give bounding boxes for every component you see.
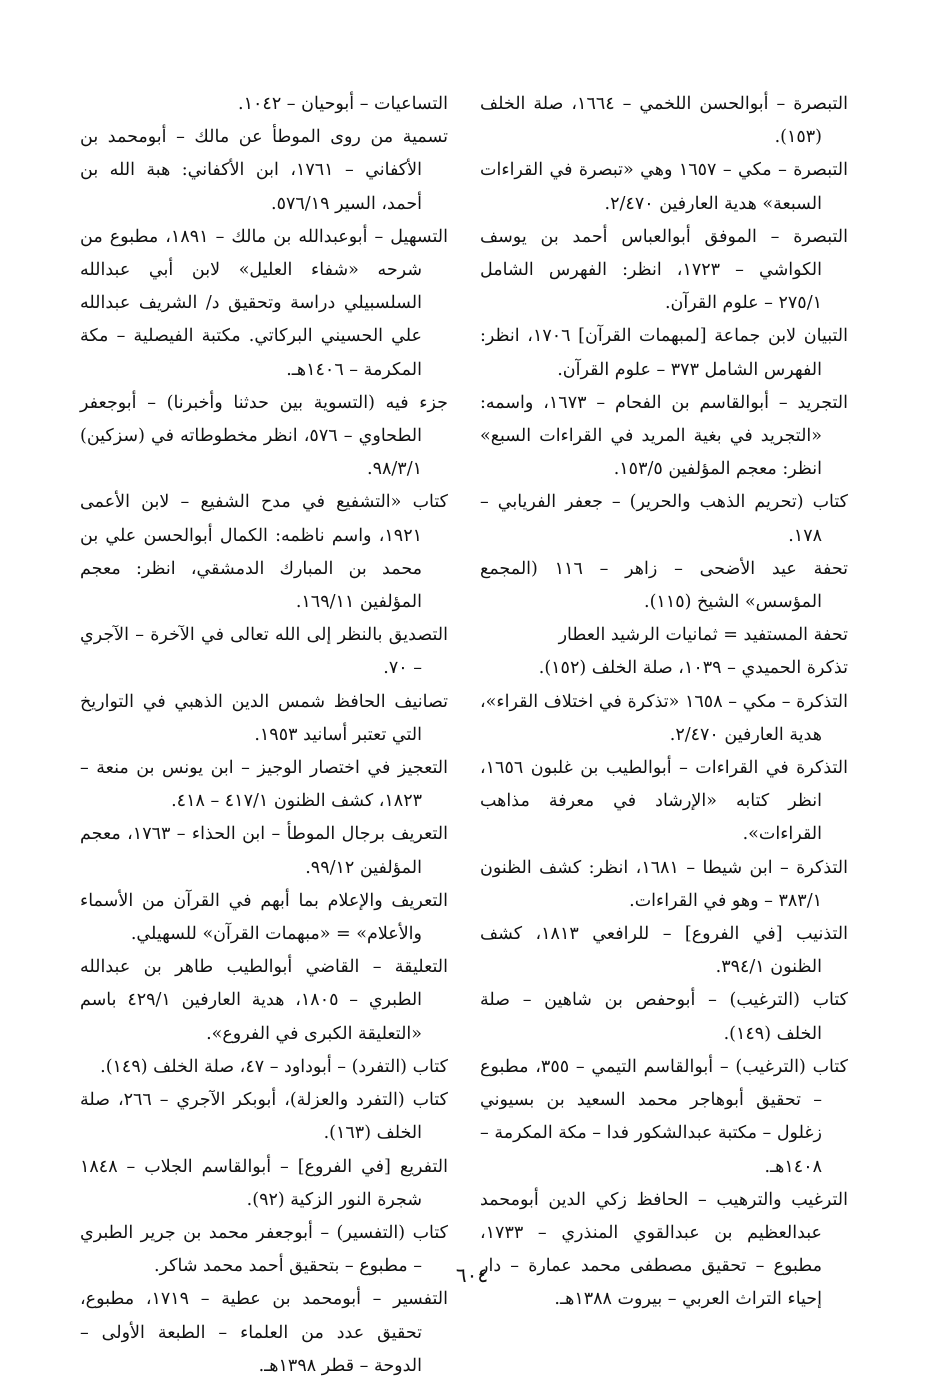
index-entry: تحفة عيد الأضحى – زاهر – ١١٦ (المجمع المؤسس» الشيخ (١١٥). [480,558,849,613]
index-entry: كتاب (الترغيب) – أبوحفص بن شاهين – صلة الخلف (١٤٩). [480,990,848,1044]
index-entry: التعريف والإعلام بما أبهم في القرآن من الأسماء والأعلام» = «مبهمات القرآن» للسهيلي. [80,890,448,945]
index-entry: التبصرة – الموفق أبوالعباس أحمد بن يوسف الكواشي – ١٧٢٣، انظر: الفهرس الشامل ٢٧٥/١ – علوم القرآن. [480,226,848,314]
index-entry: التفريع [في الفروع] – أبوالقاسم الجلاب – ١٨٤٨ شجرة النور الزكية (٩٢). [80,1156,448,1210]
index-entry: كتاب «التشفيع في مدح الشفيع – لابن الأعمى ١٩٢١، واسم ناظمه: الكمال أبوالحسن علي بن محمد بن المبارك الدمشقي، انظر: معجم المؤلفين ١٦٩/١١. [80,492,448,613]
index-entry: كتاب (التفسير) – أبوجعفر محمد بن جرير الطبري – مطبوع – بتحقيق أحمد محمد شاكر. [80,1222,448,1277]
index-entry: التصديق بالنظر إلى الله تعالى في الآخرة – الآجري – ٧٠. [80,625,448,679]
index-entry: التفسير – أبومحمد بن عطية – ١٧١٩، مطبوع، تحقيق عدد من العلماء – الطبعة الأولى – الدوحة – قطر ١٣٩٨هـ. [80,1289,448,1376]
index-entry: التعليقة – القاضي أبوالطيب طاهر بن عبدالله الطبري – ١٨٠٥، هدية العارفين ٤٢٩/١ باسم «التعليقة الكبرى في الفروع». [80,957,448,1044]
index-entry: التجريد – أبوالقاسم بن الفحام – ١٦٧٣، واسمه: «التجريد في بغية المريد في القراءات السبع» انظر: معجم المؤلفين ١٥٣/٥. [480,392,848,480]
index-entry: التذنيب [في الفروع] – للرافعي ١٨١٣، كشف الظنون ٣٩٤/١. [480,924,848,978]
index-entry: التعريف برجال الموطأ – ابن الحذاء – ١٧٦٣، معجم المؤلفين ٩٩/١٢. [80,824,448,878]
page-number: ٦٠٤ [455,1263,489,1287]
index-entry: التذكرة – ابن شيطا – ١٦٨١، انظر: كشف الظنون ٣٨٣/١ – وهو في القراءات. [480,857,848,911]
index-entry: كتاب (التفرد) – أبوداود – ٤٧، صلة الخلف (١٤٩). [100,1056,448,1077]
index-entry: جزء فيه (التسوية بين حدثنا وأخبرنا) – أبوجعفر الطحاوي – ٥٧٦، انظر مخطوطاته في (سزكين) ٩٨/٣/١. [80,392,448,480]
index-entry: التذكرة في القراءات – أبوالطيب بن غلبون ١٦٥٦، انظر كتابه «الإرشاد في معرفة مذاهب القراءات». [480,758,848,845]
index-entry: كتاب (التفرد والعزلة)، أبوبكر الآجري – ٢٦٦، صلة الخلف (١٦٣). [80,1090,449,1144]
index-entry: التعجيز في اختصار الوجيز – ابن يونس بن منعة – ١٨٢٣، كشف الظنون ٤١٧/١ – ٤١٨. [80,758,448,812]
index-entry: تصانيف الحافظ شمس الدين الذهبي في التواريخ التي تعتبر أسانيد ١٩٥٣. [80,691,448,745]
index-entry: التسهيل – أبوعبدالله بن مالك – ١٨٩١، مطبوع من شرحه «شفاء العليل» لابن أبي عبدالله السلسبيلي دراسة وتحقيق د/ الشريف عبدالله علي الحسيني البركاتي. مكتبة الفيصلية – مكة المكرمة – ١٤٠٦هـ. [80,226,448,380]
index-entry: الترغيب والترهيب – الحافظ زكي الدين أبومحمد عبدالعظيم بن عبدالقوي المنذري – ١٧٣٣، مطبوع – تحقيق مصطفى محمد عمارة – دار إحياء التراث العربي – بيروت ١٣٨٨هـ. [480,1189,848,1310]
index-entry: التذكرة – مكي – ١٦٥٨ «تذكرة في اختلاف القراء»، هدية العارفين ٢/٤٧٠. [480,691,848,745]
index-entry: كتاب (الترغيب) – أبوالقاسم التيمي – ٣٥٥، مطبوع – تحقيق أبوهاجر محمد السعيد بن بسيوني زغلول – مكتبة عبدالشكور فدا – مكة المكرمة – ١٤٠٨هـ. [480,1056,848,1177]
left-column [80,88,448,1383]
index-entry: التبيان لابن جماعة [لمبهمات القرآن] ١٧٠٦، انظر: الفهرس الشامل ٣٧٣ – علوم القرآن. [480,326,849,380]
index-entry: التبصرة – مكي – ١٦٥٧ وهي «تبصرة في القراءات السبعة» هدية العارفين ٢/٤٧٠. [480,160,848,214]
index-entry: كتاب (تحريم الذهب والحرير) – جعفر الفريابي – ١٧٨. [480,492,848,546]
index-entry: التساعيات – أبوحيان – ١٠٤٢. [238,94,448,114]
index-entry: تحفة المستفيد = ثمانيات الرشيد العطار [558,625,848,646]
index-entry: تذكرة الحميدي – ١٠٣٩، صلة الخلف (١٥٢). [538,658,848,679]
index-entry: التبصرة – أبوالحسن اللخمي – ١٦٦٤، صلة الخلف (١٥٣). [480,94,848,148]
index-entry: تسمية من روى الموطأ عن مالك – أبومحمد بن الأكفاني – ١٧٦١، ابن الأكفاني: هبة الله بن أحمد، السير ٥٧٦/١٩. [80,127,448,214]
right-column [480,88,848,1317]
